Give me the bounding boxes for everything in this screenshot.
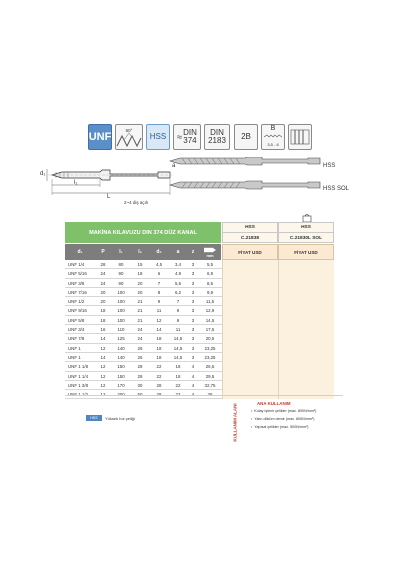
table-cell: 200 <box>117 392 125 398</box>
table-cell: 3,4 <box>174 262 182 267</box>
price-cell <box>222 297 278 306</box>
table-cell: 100 <box>117 299 125 305</box>
table-row <box>65 269 333 278</box>
table-cell: 17,5 <box>205 327 215 333</box>
price-cell <box>278 288 334 297</box>
din-value: 374 <box>183 136 197 145</box>
table-cell: 28 <box>156 392 162 398</box>
table-body <box>65 260 333 399</box>
product-header <box>63 213 343 243</box>
table-row <box>65 362 333 371</box>
price-cell <box>222 316 278 325</box>
dim-d1-label: d₁ <box>40 171 46 177</box>
table-cell: 8 <box>157 289 161 295</box>
table-cell: 30 <box>137 382 143 388</box>
table-cell: 3 <box>191 354 195 360</box>
col-a: a <box>176 249 180 255</box>
price-cell <box>222 334 278 343</box>
table-cell: UNF 7/8 <box>68 336 85 342</box>
col-d1: d₁ <box>77 249 83 255</box>
table-cell: 12 <box>156 317 162 323</box>
table-cell: 28 <box>156 382 162 388</box>
dim-a-label: a <box>172 163 176 169</box>
spec-badges <box>88 124 316 150</box>
table-row <box>65 316 333 325</box>
table-cell: 21 <box>137 317 143 323</box>
table-cell: 4 <box>191 392 195 398</box>
table-cell: 12 <box>100 373 106 379</box>
price-cell <box>278 344 334 353</box>
tap-dimension-drawing <box>40 157 370 209</box>
dim-l-label: L <box>107 194 111 200</box>
table-cell: 4 <box>191 364 195 370</box>
table-cell: 20 <box>137 280 143 286</box>
price-cell <box>222 381 278 390</box>
table-cell: 23,25 <box>204 354 216 360</box>
table-cell: 110 <box>117 327 125 333</box>
price-cell <box>278 381 334 390</box>
product-col-hss <box>222 222 278 243</box>
table-cell: 3 <box>191 271 195 277</box>
table-cell: 22 <box>175 382 181 388</box>
table-cell: 18 <box>175 373 181 379</box>
hss-sol-label: HSS SOL <box>323 186 350 192</box>
table-cell: 12 <box>100 392 106 398</box>
table-cell: 14 <box>100 336 106 342</box>
badge-form <box>261 124 285 150</box>
table-cell: 125 <box>117 336 125 342</box>
table-cell: 21 <box>137 299 143 305</box>
table-cell: 3 <box>191 280 195 286</box>
table-row <box>65 334 333 343</box>
usage-title: ANA KULLANIM <box>257 401 291 406</box>
table-cell: 14,5 <box>173 336 183 342</box>
table-cell: 22 <box>156 364 162 370</box>
table-cell: 3 <box>191 336 195 342</box>
table-cell: 9 <box>157 299 161 305</box>
table-cell: 3 <box>191 317 195 323</box>
table-row <box>65 297 333 306</box>
price-header-hss: FİYAT USD <box>222 244 278 260</box>
table-cell: UNF 7/16 <box>68 289 87 295</box>
table-row <box>65 372 333 381</box>
table-cell: 7 <box>157 280 161 286</box>
form-range: 3,5 - 6 <box>267 142 279 147</box>
badge-unf-label: UNF <box>88 131 112 143</box>
table-cell: 14 <box>100 354 106 360</box>
table-row <box>65 288 333 297</box>
table-cell: 26 <box>137 354 143 360</box>
badge-din-2183 <box>204 124 230 150</box>
table-cell: 24 <box>137 336 143 342</box>
table-cell: 24 <box>100 271 106 277</box>
price-cell <box>278 325 334 334</box>
table-row <box>65 381 333 390</box>
technical-drawing <box>40 157 370 209</box>
price-cell <box>278 297 334 306</box>
table-row <box>65 325 333 334</box>
table-cell: 6 <box>157 271 161 277</box>
column-header-row <box>65 244 221 260</box>
table-cell: 28 <box>137 373 143 379</box>
table-row <box>65 279 333 288</box>
price-cell <box>222 353 278 362</box>
table-cell: UNF 1 1/2 <box>68 392 89 398</box>
svg-text:60°: 60° <box>125 128 133 133</box>
price-cell <box>222 325 278 334</box>
price-header-hss-sol: FİYAT USD <box>278 244 334 260</box>
table-cell: 22 <box>156 373 162 379</box>
table-cell: 50 <box>137 392 143 398</box>
table-row <box>65 306 333 315</box>
table-cell: 3 <box>191 289 195 295</box>
table-cell: 26 <box>137 345 143 351</box>
table-cell: 23,25 <box>204 345 216 351</box>
table-cell: 4 <box>191 382 195 388</box>
col-l1: l₁ <box>119 249 123 255</box>
table-cell: 16 <box>100 327 106 333</box>
badge-unf <box>88 124 112 150</box>
badge-tolerance <box>234 124 258 150</box>
hss-tap-illustration <box>170 157 320 165</box>
col-drill-unit: mm <box>206 252 214 258</box>
din-label: DIN <box>183 128 197 137</box>
table-cell: 9 <box>176 317 180 323</box>
table-cell: 18 <box>137 271 143 277</box>
table-cell: 22 <box>175 392 181 398</box>
price-cell <box>278 269 334 278</box>
table-cell: 18 <box>156 345 162 351</box>
table-cell: UNF 3/8 <box>68 280 85 286</box>
din2-value: 2183 <box>208 136 226 145</box>
table-cell: 24 <box>100 280 106 286</box>
product-material: HSS <box>279 223 333 233</box>
table-cell: 3 <box>191 345 195 351</box>
col-l2: l₂ <box>138 249 142 255</box>
table-cell: 12 <box>100 345 106 351</box>
table-cell: 8,5 <box>206 280 214 286</box>
badge-hss-label: HSS <box>149 132 167 141</box>
table-cell: 170 <box>117 382 125 388</box>
table-cell: 6,2 <box>174 289 182 295</box>
col-drill <box>199 244 221 260</box>
price-cell <box>222 362 278 371</box>
badge-din-374 <box>173 124 201 150</box>
price-cell <box>278 279 334 288</box>
table-cell: 18 <box>100 308 106 314</box>
table-cell: 4,9 <box>174 271 182 277</box>
product-code: C.21830L SOL <box>289 235 323 241</box>
table-cell: 14,5 <box>173 354 183 360</box>
table-title: MAKİNA KILAVUZU DIN 374 DÜZ KANAL <box>65 222 221 243</box>
table-cell: 140 <box>117 345 125 351</box>
price-cell <box>222 344 278 353</box>
table-cell: UNF 5/16 <box>68 271 87 277</box>
product-col-hss-sol <box>278 222 334 243</box>
table-cell: 3 <box>191 327 195 333</box>
price-cell <box>222 306 278 315</box>
table-cell: 100 <box>117 308 125 314</box>
col-p: P <box>101 249 105 255</box>
table-cell: 29,5 <box>205 373 215 379</box>
badge-straight-flute <box>288 124 312 150</box>
straight-flute-icon <box>290 128 310 146</box>
table-cell: 12 <box>100 364 106 370</box>
price-cell <box>278 353 334 362</box>
din2-label: DIN <box>210 128 224 137</box>
usage-vertical-label <box>229 404 239 446</box>
table-cell: 20,5 <box>205 336 215 342</box>
table-cell: 28 <box>137 364 143 370</box>
table-cell: 11,5 <box>205 299 215 305</box>
table-cell: 14,5 <box>205 317 215 323</box>
table-cell: 26,5 <box>205 364 215 370</box>
table-cell: 150 <box>117 373 125 379</box>
table-cell: 11 <box>175 327 181 333</box>
badge-thread-profile <box>115 124 143 150</box>
form-label: B <box>270 125 276 132</box>
hss-label: HSS <box>323 163 336 169</box>
table-cell: 7 <box>176 299 180 305</box>
table-cell: 21 <box>137 308 143 314</box>
approx-symbol: ≈ <box>177 132 183 142</box>
usage-item: • Yapısal çelikler (max. 500N/mm²) <box>251 425 309 429</box>
table-cell: 4,5 <box>155 262 163 267</box>
col-z: z <box>191 249 195 255</box>
table-cell: 6,9 <box>206 271 214 277</box>
table-cell: 18 <box>156 336 162 342</box>
table-cell: UNF 1 1/4 <box>68 373 89 379</box>
table-cell: 150 <box>117 364 125 370</box>
table-cell: UNF 9/16 <box>68 308 87 314</box>
table-cell: 9,9 <box>206 289 214 295</box>
table-cell: UNF 5/8 <box>68 317 85 323</box>
chamfer-note: 2~4 diş açılı <box>124 200 149 205</box>
table-cell: 5,5 <box>174 280 182 286</box>
table-row <box>65 344 333 353</box>
table-cell: UNF 3/4 <box>68 327 85 333</box>
table-cell: 18 <box>156 354 162 360</box>
table-row <box>65 260 333 269</box>
table-cell: 20 <box>100 299 106 305</box>
table-cell: 14 <box>156 327 162 333</box>
price-cell <box>222 372 278 381</box>
table-cell: UNF 1 <box>68 354 81 360</box>
legend-hss-text: Yüksek hız çeliği <box>105 415 135 421</box>
table-cell: 14,5 <box>173 345 183 351</box>
price-cell <box>222 279 278 288</box>
table-cell: 4 <box>191 373 195 379</box>
table-cell: 12,9 <box>205 308 215 314</box>
product-code: C.21838 <box>240 235 260 241</box>
table-cell: 36 <box>207 392 213 398</box>
table-cell: UNF 1 <box>68 345 81 351</box>
usage-item: • Kolay işlenir çelikler (max. 800N/mm²) <box>251 409 316 413</box>
table-cell: 90 <box>118 271 124 277</box>
usage-section <box>65 395 343 452</box>
table-cell: 15 <box>137 262 143 267</box>
table-cell: 140 <box>117 354 125 360</box>
usage-area-label: KULLANIM ALANI <box>232 403 238 442</box>
table-cell: 3 <box>191 299 195 305</box>
table-cell: 100 <box>117 317 125 323</box>
price-cell <box>278 372 334 381</box>
table-cell: 9 <box>176 308 180 314</box>
badge-hss <box>146 124 170 150</box>
table-cell: 11 <box>156 308 162 314</box>
table-cell: UNF 1/2 <box>68 299 85 305</box>
table-cell: 18 <box>175 364 181 370</box>
price-cell <box>278 334 334 343</box>
price-cell <box>278 362 334 371</box>
tolerance-label: 2B <box>241 132 251 141</box>
price-cell <box>222 260 278 269</box>
hss-sol-tap-illustration <box>170 181 320 189</box>
table-cell: 20 <box>137 289 143 295</box>
thread-profile-icon <box>116 126 142 148</box>
product-material: HSS <box>223 223 277 233</box>
price-cell <box>278 306 334 315</box>
table-cell: 20 <box>100 289 106 295</box>
table-cell: UNF 1/4 <box>68 262 85 267</box>
table-cell: 100 <box>117 289 125 295</box>
table-cell: 12 <box>100 382 106 388</box>
table-cell: 32,75 <box>204 382 216 388</box>
table-cell: 90 <box>118 280 124 286</box>
usage-item: • Yalın döküm demir (max. 800N/mm²) <box>251 417 314 421</box>
table-cell: UNF 1 1/8 <box>68 364 89 370</box>
shopping-bag-icon <box>301 213 313 222</box>
table-cell: UNF 1 3/8 <box>68 382 89 388</box>
table-cell: 18 <box>100 317 106 323</box>
table-cell: 28 <box>100 262 106 267</box>
price-cell <box>278 316 334 325</box>
table-row <box>65 353 333 362</box>
price-cell <box>278 260 334 269</box>
chamfer-icon <box>264 134 282 138</box>
price-cell <box>222 269 278 278</box>
table-cell: 24 <box>137 327 143 333</box>
dim-l1-label: l₁ <box>74 180 78 186</box>
table-cell: 3 <box>191 308 195 314</box>
price-cell <box>222 288 278 297</box>
table-cell: 5,5 <box>206 262 214 267</box>
col-d2: d₂ <box>156 249 162 255</box>
legend-hss-box: HSS <box>86 415 102 421</box>
table-cell: 80 <box>118 262 124 267</box>
table-cell: 3 <box>191 262 195 267</box>
